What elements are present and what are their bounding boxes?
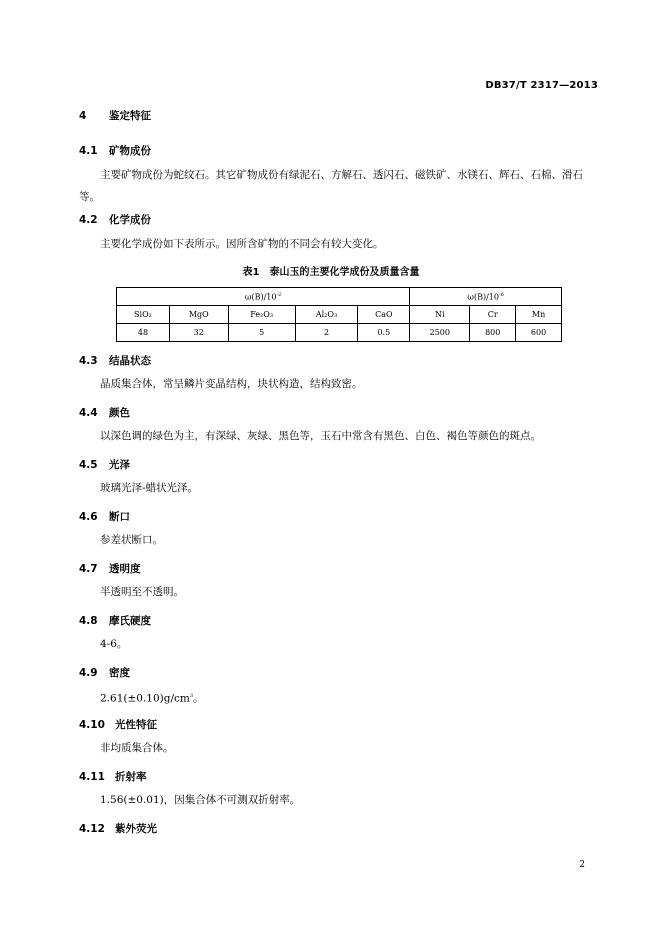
section-4-8-heading: [79, 613, 151, 628]
paragraph-text: 2.61(±0.10)g/cm: [100, 692, 190, 705]
table-group-header-percent: $\omega(B)/10^{-2}$: [117, 288, 410, 306]
section-number: 4.8: [79, 615, 98, 627]
paragraph-text: 玻璃光泽-蜡状光泽。: [100, 482, 199, 494]
section-4-1-heading: [79, 143, 151, 158]
section-title: 摩氏硬度: [109, 615, 151, 627]
paragraph-text: 半透明至不透明。: [100, 586, 184, 598]
paragraph-text: 4-6。: [100, 638, 128, 650]
section-title: 透明度: [109, 563, 141, 575]
section-4-3-heading: [79, 353, 151, 368]
table-cell: 800: [470, 324, 516, 342]
section-4-8-paragraph: [79, 633, 597, 655]
section-4-2-paragraph: [79, 233, 597, 255]
paragraph-text: 非均质集合体。: [100, 742, 174, 754]
section-4-4-paragraph: [79, 425, 597, 447]
section-number: 4.9: [79, 667, 98, 679]
section-4-6-heading: [79, 509, 130, 524]
section-number: 4.3: [79, 355, 98, 367]
paragraph-text: 晶质集合体，常呈鳞片变晶结构，块状构造，结构致密。: [100, 378, 363, 390]
section-title: 颜色: [109, 407, 130, 419]
section-number: 4: [79, 110, 87, 122]
paragraph-text: 主要矿物成份为蛇纹石。其它矿物成份有绿泥石、方解石、透闪石、磁铁矿、水镁石、辉石、石棉、滑石等。: [79, 169, 583, 203]
table-header-cell: Ni: [410, 306, 470, 324]
section-title: 鉴定特征: [109, 110, 151, 122]
section-title: 紫外荧光: [115, 823, 157, 835]
table-header-row: [117, 306, 562, 324]
section-4-7-heading: [79, 561, 141, 576]
section-title: 密度: [109, 667, 130, 679]
section-4-12-heading: [79, 821, 157, 836]
section-4-3-paragraph: [79, 373, 597, 395]
paragraph-text: 主要化学成份如下表所示。因所含矿物的不同会有较大变化。: [100, 238, 384, 250]
table-cell: 0.5: [358, 324, 410, 342]
table-header-cell: Cr: [470, 306, 516, 324]
table-group-header-row: [117, 288, 562, 306]
section-4-5-heading: [79, 457, 130, 472]
section-4-10-paragraph: [79, 737, 597, 759]
section-4-6-paragraph: [79, 529, 597, 551]
section-title: 化学成份: [109, 214, 151, 226]
section-4-9-paragraph: [79, 685, 597, 710]
table-header-cell: CaO: [358, 306, 410, 324]
section-4-2-heading: [79, 212, 151, 227]
document-code: DB37/T 2317—2013: [485, 80, 598, 91]
chemical-composition-table: [116, 287, 562, 342]
section-title: 断口: [109, 511, 130, 523]
section-number: 4.12: [79, 823, 105, 835]
section-4-5-paragraph: [79, 477, 597, 499]
table-group-header-ppm: $\omega(B)/10^{-6}$: [410, 288, 562, 306]
paragraph-text: 参差状断口。: [100, 534, 163, 546]
section-title: 结晶状态: [109, 355, 151, 367]
section-4-10-heading: [79, 717, 157, 732]
section-4-11-paragraph: [79, 789, 597, 811]
section-4-7-paragraph: [79, 581, 597, 603]
section-number: 4.7: [79, 563, 98, 575]
section-4-1-paragraph: [79, 164, 597, 208]
table-cell: 600: [516, 324, 562, 342]
section-title: 折射率: [115, 771, 147, 783]
section-title: 光性特征: [115, 719, 157, 731]
section-title: 矿物成份: [109, 145, 151, 157]
section-number: 4.1: [79, 145, 98, 157]
section-4-9-heading: [79, 665, 130, 680]
paragraph-text: 以深色调的绿色为主，有深绿、灰绿、黑色等，玉石中常含有黑色、白色、褐色等颜色的斑点。: [100, 430, 541, 442]
table-cell: 2500: [410, 324, 470, 342]
section-4-11-heading: [79, 769, 147, 784]
table-header-cell: MgO: [169, 306, 228, 324]
section-number: 4.2: [79, 214, 98, 226]
section-number: 4.10: [79, 719, 105, 731]
superscript: 3: [189, 693, 194, 699]
table-header-cell: SiO₂: [117, 306, 170, 324]
table-row: [117, 324, 562, 342]
section-4-heading: [79, 108, 151, 123]
section-4-4-heading: [79, 405, 130, 420]
paragraph-text-end: 。: [193, 692, 204, 705]
section-number: 4.6: [79, 511, 98, 523]
section-number: 4.4: [79, 407, 98, 419]
table-header-cell: Al₂O₃: [295, 306, 358, 324]
table-cell: 32: [169, 324, 228, 342]
table-cell: 2: [295, 324, 358, 342]
page-number: 2: [579, 860, 585, 870]
table-header-cell: Mn: [516, 306, 562, 324]
table-caption: 表1 泰山玉的主要化学成份及质量含量: [242, 267, 420, 278]
section-number: 4.5: [79, 459, 98, 471]
section-title: 光泽: [109, 459, 130, 471]
paragraph-text: 1.56(±0.01)，因集合体不可测双折射率。: [100, 794, 301, 806]
table-cell: 5: [228, 324, 295, 342]
section-number: 4.11: [79, 771, 105, 783]
table-header-cell: Fe₂O₃: [228, 306, 295, 324]
table-cell: 48: [117, 324, 170, 342]
